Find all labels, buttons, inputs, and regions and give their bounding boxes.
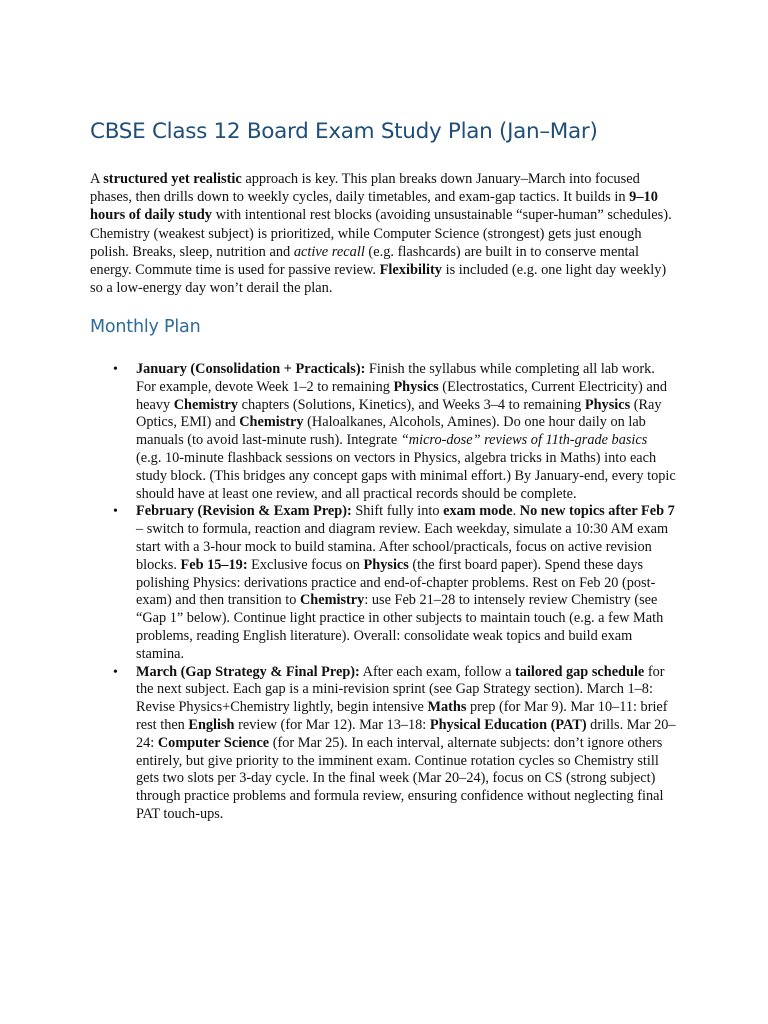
document-title: CBSE Class 12 Board Exam Study Plan (Jan–Mar) <box>90 119 598 144</box>
intro-paragraph <box>90 170 682 297</box>
bullet-icon: • <box>113 362 118 377</box>
text-run: approach is key. This plan breaks down January–March into focused phases, then drills down to weekly cycles, daily timetables, and exam-gap tactics. It builds in <box>90 171 640 206</box>
text-run: (Electrostatics, Current Electricity) and heavy <box>136 378 667 413</box>
text-run: (Ray Optics, EMI) and <box>136 396 662 431</box>
bold-text-run: Chemistry <box>299 592 365 609</box>
bold-text-run: 9–10 hours of daily study <box>90 189 658 224</box>
bold-text-run: Flexibility <box>379 262 442 279</box>
bullet-icon: • <box>113 504 118 520</box>
text-run: prep (for Mar 9). Mar 10–11: brief rest then <box>136 699 668 733</box>
list-item-text <box>136 664 676 822</box>
list-item-february <box>0 503 676 663</box>
text-run: Finish the syllabus while completing all lab work. For example, devote Week 1–2 to remaining <box>136 361 655 395</box>
text-run: (e.g. flashcards) are built in to conserve mental energy. Commute time is used for passive review. <box>90 243 639 279</box>
text-run: (e.g. 10-minute flashback sessions on vectors in Physics, algebra tricks in Maths) into each study block. (This bridges any concept gaps with minimal effort.) By January-end, every topic should have at least one review, and all practical records should be complete. <box>136 449 676 502</box>
bold-text-run: Physical Education (PAT) <box>429 716 587 733</box>
monthly-plan-list <box>0 361 768 824</box>
text-run: (for Mar 25). In each interval, alternate subjects: don’t ignore others entirely, but give priority to the imminent exam. Continue rotation cycles so Chemistry still gets two slots per 3-day cycle. In the final week (Mar 20–24), focus on CS (strong subject) through practice problems and formula review, ensuring confidence without neglecting final PAT touch-ups. <box>136 734 664 822</box>
bold-text-run: Physics <box>363 556 409 573</box>
bold-text-run: Chemistry <box>239 414 304 431</box>
text-run: review (for Mar 12). Mar 13–18: <box>234 716 430 733</box>
text-run: : use Feb 21–28 to intensely review Chemistry (see “Gap 1” below). Continue light practice in other subjects to maintain touch (e.g. a few Math problems, reading English literature). Overall: consolidate weak topics and build exam stamina. <box>136 592 664 662</box>
italic-text-run: active recall <box>293 243 365 260</box>
text-run: Shift fully into <box>351 503 444 520</box>
bold-text-run: Feb 15–19: <box>180 556 248 573</box>
bold-text-run: Physics <box>584 396 631 413</box>
bold-text-run: structured yet realistic <box>103 171 242 187</box>
bold-text-run: tailored gap schedule <box>515 663 645 680</box>
list-item-march <box>0 664 676 824</box>
list-item-text <box>136 503 675 661</box>
bold-text-run: No new topics after Feb 7 <box>519 503 675 520</box>
bold-text-run: exam mode <box>443 503 513 520</box>
text-run: for the next subject. Each gap is a mini-revision sprint (see Gap Strategy section). March 1–8: Revise Physics+Chemistry lightly, begin intensive <box>136 663 665 716</box>
bold-text-run: Chemistry <box>173 396 239 413</box>
text-run: A <box>90 171 104 187</box>
bold-text-run: Maths <box>427 699 467 716</box>
italic-text-run: “micro-dose” reviews of 11th-grade basics <box>400 432 648 449</box>
bold-text-run: Computer Science <box>157 734 270 751</box>
text-run: drills. Mar 20–24: <box>136 716 676 751</box>
text-run: . <box>512 503 520 520</box>
text-run: chapters (Solutions, Kinetics), and Weeks 3–4 to remaining <box>238 396 585 413</box>
bullet-icon: • <box>113 664 118 680</box>
bold-text-run: English <box>188 716 235 733</box>
text-run: – switch to formula, reaction and diagram review. Each weekday, simulate a 10:30 AM exam start with a 3-hour mock to build stamina. After school/practicals, focus on active revision blocks. <box>136 521 669 573</box>
section-heading-monthly-plan: Monthly Plan <box>90 317 201 337</box>
list-item-text <box>136 361 676 502</box>
text-run: (the first board paper). Spend these days polishing Physics: derivations practice and end-of-chapter problems. Rest on Feb 20 (post-exam) and then transition to <box>136 556 656 609</box>
text-run: After each exam, follow a <box>359 663 516 680</box>
text-run: Exclusive focus on <box>247 556 364 573</box>
text-run: (Haloalkanes, Alcohols, Amines). Do one hour daily on lab manuals (to avoid last-minute rush). Integrate <box>136 414 646 449</box>
bold-text-run: March (Gap Strategy & Final Prep): <box>136 663 360 680</box>
bold-text-run: January (Consolidation + Practicals): <box>136 361 366 377</box>
bold-text-run: Physics <box>393 378 439 395</box>
text-run: is included (e.g. one light day weekly) so a low-energy day won’t derail the plan. <box>90 262 667 297</box>
text-run: with intentional rest blocks (avoiding unsustainable “super-human” schedules). Chemistry (weakest subject) is prioritized, while Computer Science (strongest) gets just enough polish. Breaks, sleep, nutrition and <box>90 207 672 260</box>
bold-text-run: February (Revision & Exam Prep): <box>136 503 352 520</box>
list-item-january <box>0 361 676 503</box>
